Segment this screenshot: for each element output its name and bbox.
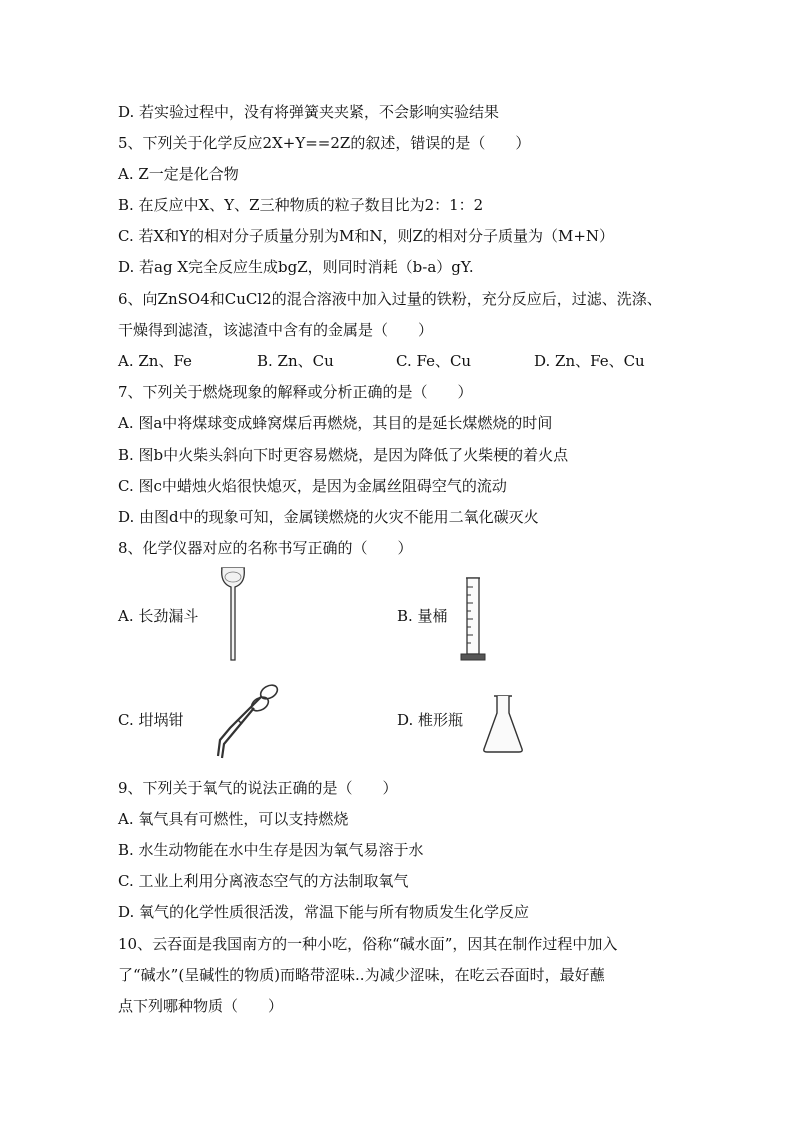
- q7-option-b: B. 图b中火柴头斜向下时更容易燃烧，是因为降低了火柴梗的着火点: [118, 446, 569, 464]
- question-6-line-1: 6、向ZnSO4和CuCl2的混合溶液中加入过量的铁粉，充分反应后，过滤、洗涤、: [118, 290, 662, 308]
- q9-option-c: C. 工业上利用分离液态空气的方法制取氧气: [118, 872, 409, 890]
- q8-option-b: B. 量桶: [397, 607, 448, 625]
- q9-option-b: B. 水生动物能在水中生存是因为氧气易溶于水: [118, 841, 424, 859]
- q8-option-d: D. 椎形瓶: [397, 711, 464, 729]
- graduated-cylinder-icon: [455, 575, 491, 663]
- q5-option-c: C. 若X和Y的相对分子质量分别为M和N，则Z的相对分子质量为（M+N）: [118, 227, 615, 245]
- q7-option-c: C. 图c中蜡烛火焰很快熄灭，是因为金属丝阻碍空气的流动: [118, 477, 507, 495]
- q5-option-d: D. 若ag X完全反应生成bgZ，则同时消耗（b-a）gY.: [118, 258, 474, 276]
- q9-option-a: A. 氧气具有可燃性，可以支持燃烧: [118, 810, 349, 828]
- q6-option-c: C. Fe、Cu: [396, 352, 472, 370]
- question-10-line-1: 10、云吞面是我国南方的一种小吃，俗称“碱水面”，因其在制作过程中加入: [118, 935, 618, 953]
- q5-option-a: A. Z一定是化合物: [118, 165, 239, 183]
- q7-option-a: A. 图a中将煤球变成蜂窝煤后再燃烧，其目的是延长煤燃烧的时间: [118, 414, 553, 432]
- long-neck-funnel-icon: [218, 565, 248, 663]
- q9-option-d: D. 氧气的化学性质很活泼，常温下能与所有物质发生化学反应: [118, 903, 530, 921]
- q6-option-a: A. Zn、Fe: [118, 352, 192, 370]
- crucible-tongs-icon: [208, 682, 283, 760]
- q8-option-a: A. 长劲漏斗: [118, 607, 199, 625]
- q6-options: [118, 351, 678, 371]
- question-10-line-2: 了“碱水”(呈碱性的物质)而略带涩味..为减少涩味，在吃云吞面时，最好蘸: [118, 966, 605, 984]
- question-8: 8、化学仪器对应的名称书写正确的（ ）: [118, 539, 413, 557]
- q7-option-d: D. 由图d中的现象可知，金属镁燃烧的火灾不能用二氧化碳灭火: [118, 508, 539, 526]
- q4-option-d: D. 若实验过程中，没有将弹簧夹夹紧，不会影响实验结果: [118, 103, 500, 121]
- question-9: 9、下列关于氧气的说法正确的是（ ）: [118, 779, 398, 797]
- question-6-line-2: 干燥得到滤渣，该滤渣中含有的金属是（ ）: [118, 321, 434, 339]
- q6-option-d: D. Zn、Fe、Cu: [534, 352, 645, 370]
- q5-option-b: B. 在反应中X、Y、Z三种物质的粒子数目比为2：1：2: [118, 196, 484, 214]
- question-7: 7、下列关于燃烧现象的解释或分析正确的是（ ）: [118, 383, 473, 401]
- question-10-line-3: 点下列哪种物质（ ）: [118, 997, 284, 1015]
- conical-flask-icon: [480, 693, 526, 755]
- q8-option-c: C. 坩埚钳: [118, 711, 184, 729]
- q6-option-b: B. Zn、Cu: [257, 352, 334, 370]
- question-5: 5、下列关于化学反应2X+Y==2Z的叙述，错误的是（ ）: [118, 134, 531, 152]
